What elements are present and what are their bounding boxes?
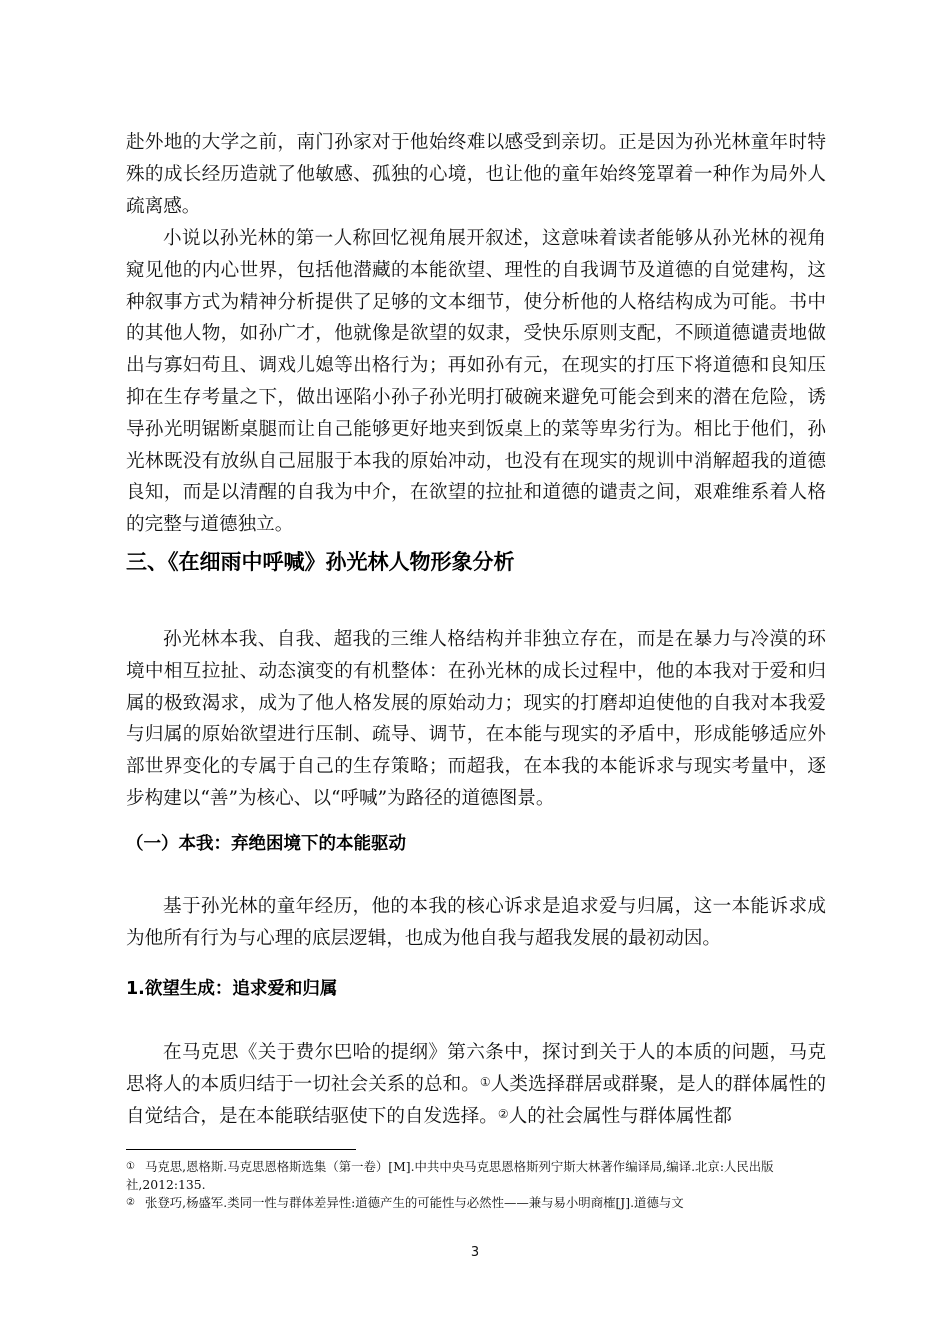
footnote-2-text: 张登巧,杨盛军.类同一性与群体差异性:道德产生的可能性与必然性——兼与易小明商榷[J].道德与文 [144, 1195, 684, 1210]
subsubsection-heading: 1.欲望生成：追求爱和归属 [126, 979, 338, 999]
paragraph-personality-structure: 孙光林本我、自我、超我的三维人格结构并非独立存在，而是在暴力与冷漠的环境中相互拉扯、动态演变的有机整体：在孙光林的成长过程中，他的本我对于爱和归属的极致渴求，成为了他人格发展的原始动力；现实的打磨却迫使他的自我对本我爱与归属的原始欲望进行压制、疏导、调节，在本能与现实的矛盾中，形成能够适应外部世界变化的专属于自己的生存策略；而超我，在本我的本能诉求与现实考量中，逐步构建以“善”为核心、以“呼喊”为路径的道德图景。 [126, 629, 826, 809]
paragraph-id-core: 基于孙光林的童年经历，他的本我的核心诉求是追求爱与归属，这一本能诉求成为他所有行为与心理的底层逻辑，也成为他自我与超我发展的最初动因。 [126, 896, 826, 949]
paragraph-marx-part2: 人类选择群居或群聚，是人的群体属性的自觉结合，是在本能联结驱使下的自发选择。 [126, 1073, 826, 1127]
footnote-1 [126, 1158, 826, 1194]
paragraph-marx-part3: 人的社会属性与群体属性都 [508, 1105, 732, 1127]
footnotes [126, 1158, 826, 1212]
footnote-ref-2[interactable]: ② [497, 1106, 509, 1121]
footnote-2-mark: ② [126, 1197, 135, 1208]
paragraph-narrative-perspective: 小说以孙光林的第一人称回忆视角展开叙述，这意味着读者能够从孙光林的视角窥见他的内心世界，包括他潜藏的本能欲望、理性的自我调节及道德的自觉建构，这种叙事方式为精神分析提供了足够的文本细节，使分析他的人格结构成为可能。书中的其他人物，如孙广才，他就像是欲望的奴隶，受快乐原则支配，不顾道德谴责地做出与寡妇苟且、调戏儿媳等出格行为；再如孙有元，在现实的打压下将道德和良知压抑在生存考量之下，做出诬陷小孙子孙光明打破碗来避免可能会到来的潜在危险，诱导孙光明锯断桌腿而让自己能够更好地夹到饭桌上的菜等卑劣行为。相比于他们，孙光林既没有放纵自己屈服于本我的原始冲动，也没有在现实的规训中消解超我的道德良知，而是以清醒的自我为中介，在欲望的拉扯和道德的谴责之间，艰难维系着人格的完整与道德独立。 [126, 228, 826, 536]
footnote-ref-1[interactable]: ① [479, 1074, 491, 1089]
footnote-2 [126, 1194, 826, 1212]
footnote-1-mark: ① [126, 1161, 135, 1172]
section-heading: 三、《在细雨中呼喊》孙光林人物形象分析 [126, 550, 515, 574]
page-number: 3 [470, 1245, 480, 1260]
footnote-divider [126, 1149, 356, 1150]
paragraph-marx [126, 1037, 826, 1132]
subsection-heading: （一）本我：弃绝困境下的本能驱动 [126, 834, 406, 854]
footnote-1-text: 马克思,恩格斯.马克思恩格斯选集（第一卷）[M].中共中央马克思恩格斯列宁斯大林著作编译局,编译.北京:人民出版社,2012:135. [126, 1159, 774, 1192]
paragraph-marx-part1: 在马克思《关于费尔巴哈的提纲》第六条中，探讨到关于人的本质的问题，马克思将人的本质归结于一切社会关系的总和。 [126, 1042, 826, 1095]
paragraph-continuation: 赴外地的大学之前，南门孙家对于他始终难以感受到亲切。正是因为孙光林童年时特殊的成长经历造就了他敏感、孤独的心境，也让他的童年始终笼罩着一种作为局外人疏离感。 [126, 132, 826, 217]
